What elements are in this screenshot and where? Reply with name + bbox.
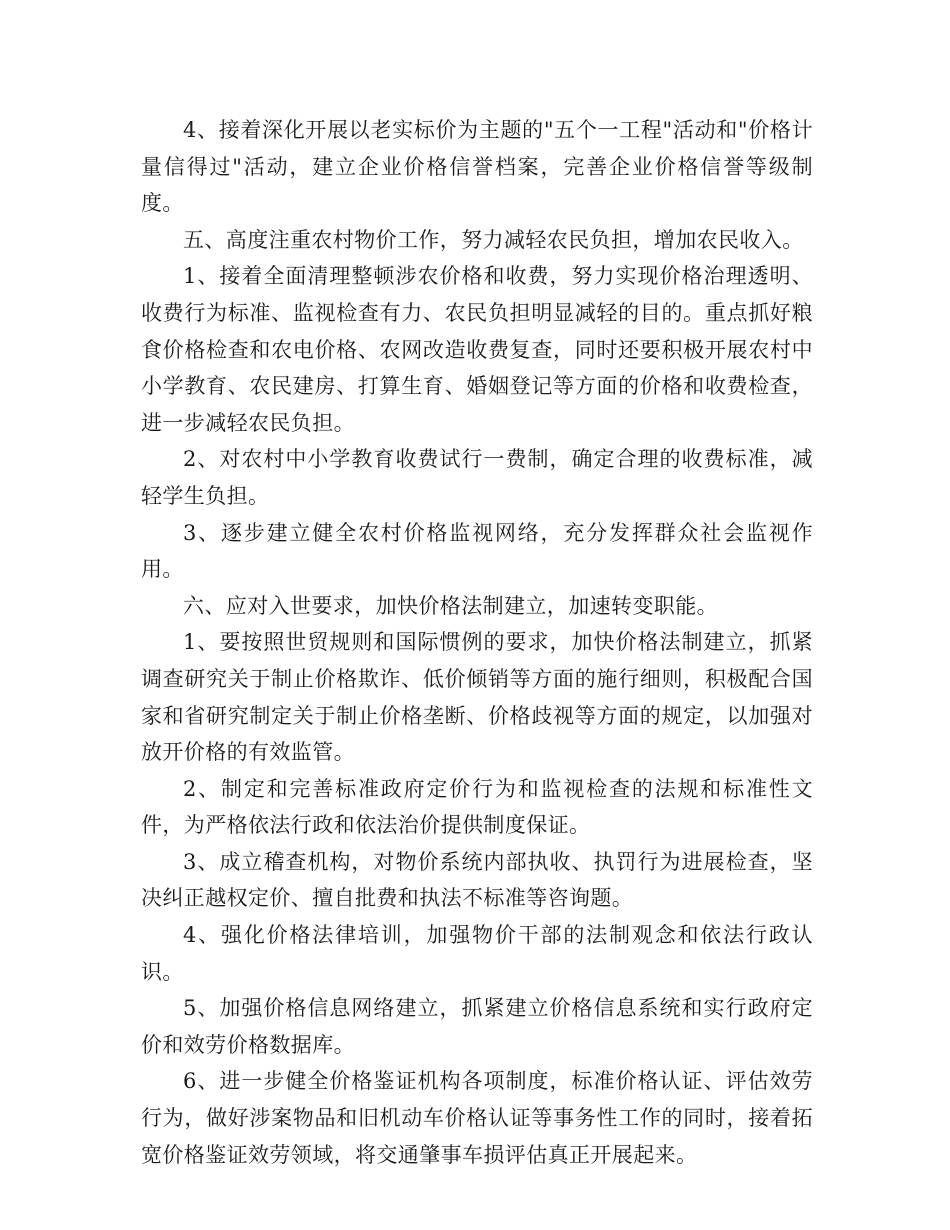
paragraph-item-2-regulations: 2、制定和完善标准政府定价行为和监视检查的法规和标准性文件，为严格依法行政和依法治价提供制度保证。 [141, 776, 813, 838]
paragraph-item-4-training: 4、强化价格法律培训，加强物价干部的法制观念和依法行政认识。 [141, 923, 813, 984]
paragraph-item-3-inspection: 3、成立稽查机构，对物价系统内部执收、执罚行为进展检查，坚决纠正越权定价、擅自批费和执法不标准等咨询题。 [141, 849, 813, 911]
paragraph-item-1-legal-system: 1、要按照世贸规则和国际惯例的要求，加快价格法制建立，抓紧调查研究关于制止价格欺诈、低价倾销等方面的施行细则，积极配合国家和省研究制定关于制止价格垄断、价格歧视等方面的规定，以加强对放开价格的有效监管。 [141, 630, 813, 765]
section-heading-six: 六、应对入世要求，加快价格法制建立，加速转变职能。 [183, 593, 718, 618]
section-heading-five: 五、高度注重农村物价工作，努力减轻农民负担，增加农民收入。 [183, 227, 804, 252]
paragraph-item-3-supervision-network: 3、逐步建立健全农村价格监视网络，充分发挥群众社会监视作用。 [141, 520, 813, 582]
paragraph-item-1-rural-fees: 1、接着全面清理整顿涉农价格和收费，努力实现价格治理透明、收费行为标准、监视检查有力、农民负担明显减轻的目的。重点抓好粮食价格检查和农电价格、农网改造收费复查，同时还要积极开展农村中小学教育、农民建房、打算生育、婚姻登记等方面的价格和收费检查，进一步减轻农民负担。 [141, 264, 813, 435]
paragraph-item-6-appraisal: 6、进一步健全价格鉴证机构各项制度，标准价格认证、评估效劳行为，做好涉案物品和旧机动车价格认证等事务性工作的同时，接着拓宽价格鉴证效劳领域，将交通肇事车损评估真正开展起来。 [141, 1069, 813, 1167]
document-body [141, 112, 813, 1173]
paragraph-item-4-reputation: 4、接着深化开展以老实标价为主题的"五个一工程"活动和"价格计量信得过"活动，建立企业价格信誉档案，完善企业价格信誉等级制度。 [141, 118, 813, 216]
paragraph-item-2-school-fees: 2、对农村中小学教育收费试行一费制，确定合理的收费标准，减轻学生负担。 [141, 447, 813, 508]
paragraph-item-5-information: 5、加强价格信息网络建立，抓紧建立价格信息系统和实行政府定价和效劳价格数据库。 [141, 996, 813, 1057]
